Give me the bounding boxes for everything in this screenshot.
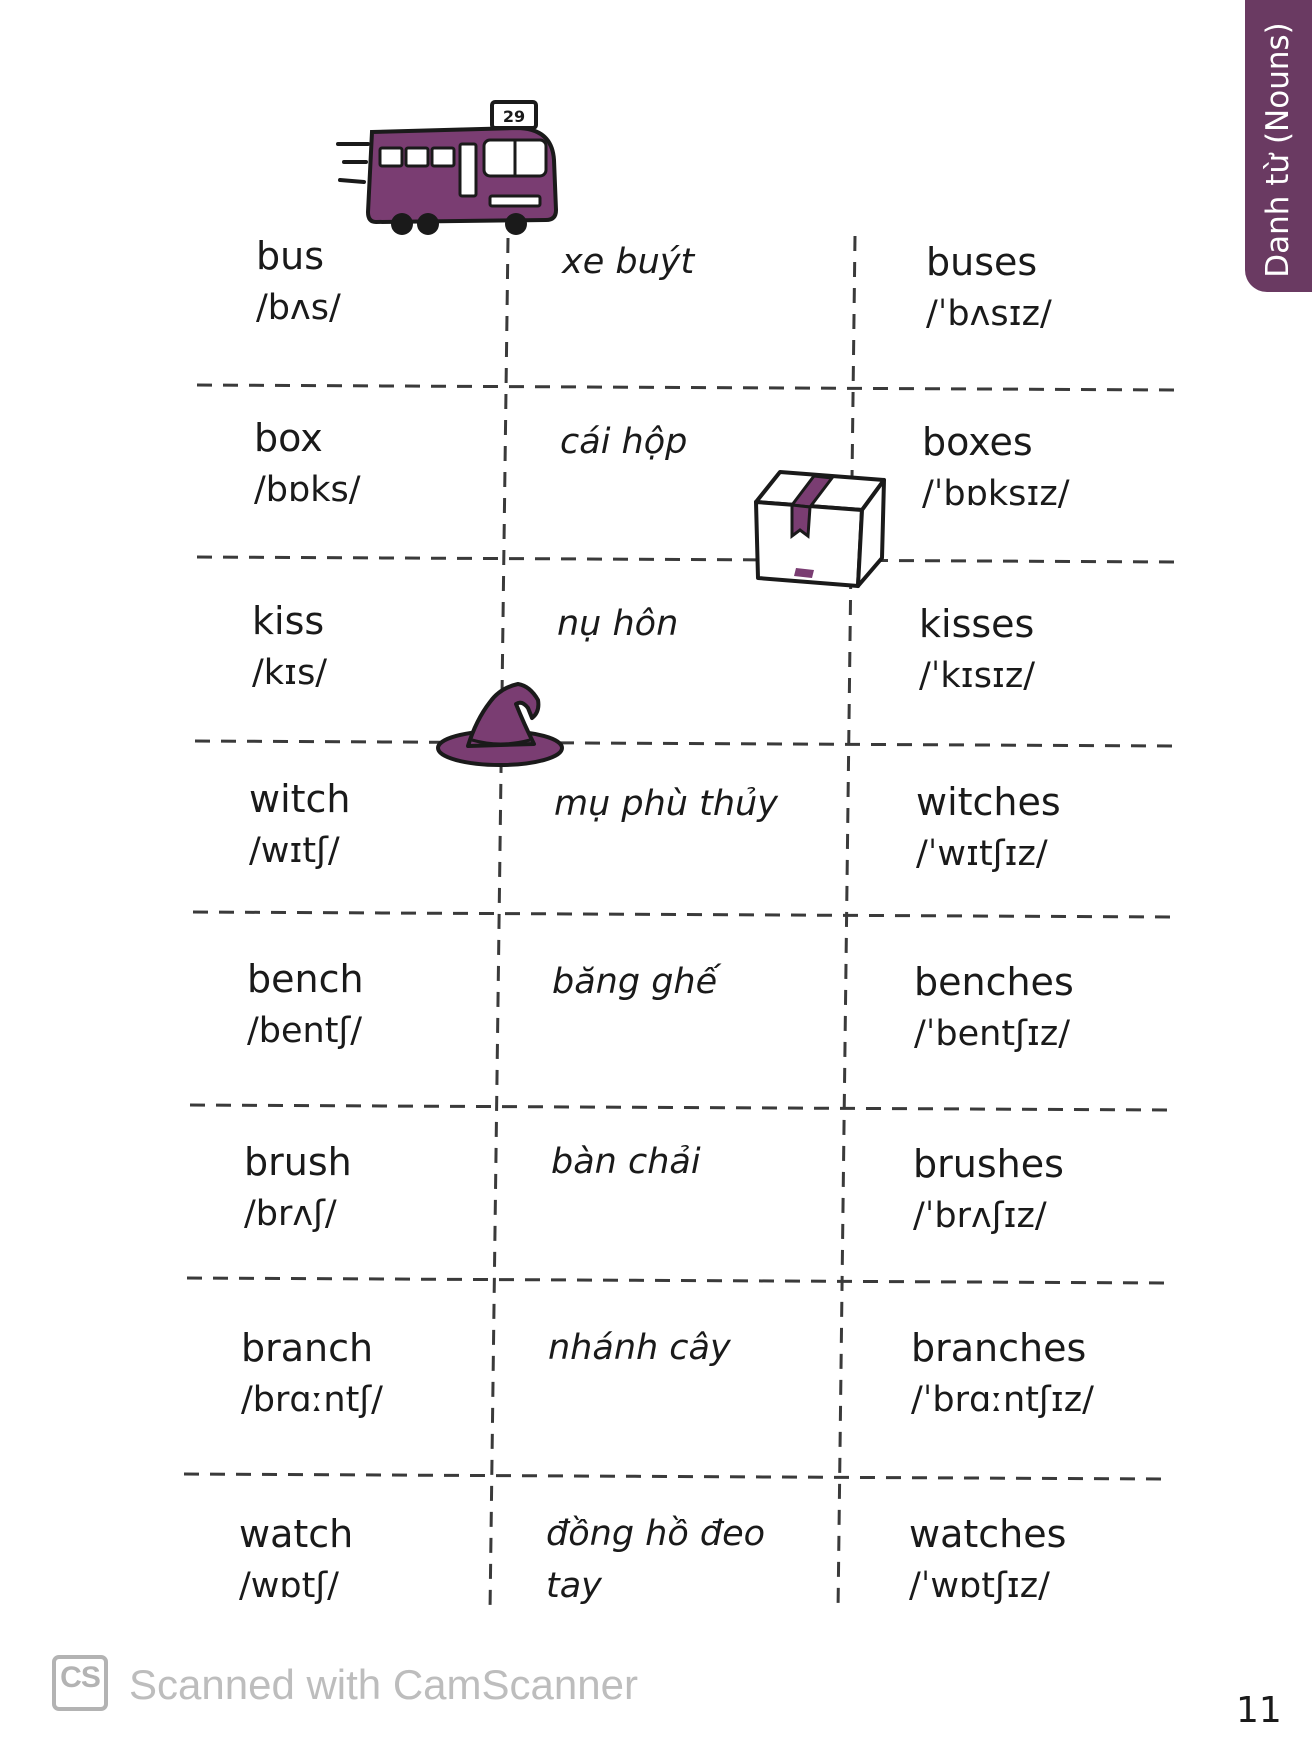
word-singular: bench xyxy=(247,957,364,1001)
table-row xyxy=(244,1136,352,1240)
box-illustration xyxy=(752,466,892,590)
camscanner-logo-text: CS xyxy=(60,1661,100,1694)
word-meaning: cái hộp xyxy=(560,422,688,462)
table-row xyxy=(252,595,327,699)
plural-cell xyxy=(914,956,1074,1060)
plural-cell xyxy=(922,416,1070,520)
word-plural: watches xyxy=(909,1512,1067,1556)
plural-cell xyxy=(916,776,1061,880)
word-meaning: băng ghế xyxy=(552,962,718,1002)
word-plural: witches xyxy=(916,780,1061,824)
plural-cell xyxy=(909,1508,1066,1612)
word-meaning: nụ hôn xyxy=(557,604,679,644)
witch-hat-illustration xyxy=(434,680,568,772)
ipa-singular: /bentʃ/ xyxy=(247,1011,362,1051)
ipa-singular: /wɪtʃ/ xyxy=(249,831,340,871)
bus-illustration xyxy=(336,98,566,238)
ipa-plural: /ˈbentʃɪz/ xyxy=(914,1014,1070,1054)
word-plural: buses xyxy=(926,240,1038,284)
word-singular: branch xyxy=(241,1326,374,1370)
table-row xyxy=(241,1322,383,1426)
plural-cell xyxy=(926,236,1052,340)
ipa-plural: /ˈbrɑːntʃɪz/ xyxy=(911,1380,1094,1420)
word-plural: branches xyxy=(911,1326,1087,1370)
camscanner-text: Scanned with CamScanner xyxy=(129,1661,638,1708)
table-row xyxy=(247,953,364,1057)
table-row xyxy=(239,1508,353,1612)
word-singular: kiss xyxy=(252,599,325,643)
word-plural: benches xyxy=(914,960,1074,1004)
table-row xyxy=(249,773,351,877)
word-plural: boxes xyxy=(922,420,1033,464)
table-row xyxy=(254,412,361,516)
page-number: 11 xyxy=(1236,1690,1282,1731)
word-meaning: bàn chải xyxy=(551,1142,701,1182)
ipa-singular: /bɒks/ xyxy=(254,470,361,510)
camscanner-logo xyxy=(52,1655,108,1711)
word-singular: watch xyxy=(239,1512,354,1556)
word-meaning: đồng hồ đeo tay xyxy=(546,1514,766,1606)
word-meaning: mụ phù thủy xyxy=(554,784,778,824)
word-plural: brushes xyxy=(913,1142,1064,1186)
word-singular: witch xyxy=(249,777,351,821)
bus-number: 29 xyxy=(502,107,526,126)
word-singular: box xyxy=(254,416,323,460)
table-row xyxy=(256,230,341,334)
plural-cell xyxy=(911,1322,1094,1426)
ipa-plural: /ˈbrʌʃɪz/ xyxy=(913,1196,1047,1236)
word-meaning: nhánh cây xyxy=(548,1328,731,1368)
plural-cell xyxy=(919,598,1035,702)
ipa-singular: /brʌʃ/ xyxy=(244,1194,337,1234)
word-plural: kisses xyxy=(919,602,1035,646)
ipa-singular: /kɪs/ xyxy=(252,653,328,693)
ipa-plural: /ˈbʌsɪz/ xyxy=(926,294,1052,334)
ipa-singular: /bʌs/ xyxy=(256,288,341,328)
ipa-plural: /ˈwɪtʃɪz/ xyxy=(916,834,1048,874)
word-meaning: xe buýt xyxy=(562,242,695,282)
word-singular: bus xyxy=(256,234,325,278)
ipa-plural: /ˈkɪsɪz/ xyxy=(919,656,1036,696)
ipa-plural: /ˈwɒtʃɪz/ xyxy=(909,1566,1050,1606)
ipa-plural: /ˈbɒksɪz/ xyxy=(922,474,1070,514)
ipa-singular: /wɒtʃ/ xyxy=(239,1566,339,1606)
ipa-singular: /brɑːntʃ/ xyxy=(241,1380,383,1420)
word-singular: brush xyxy=(244,1140,352,1184)
side-tab-label: Danh từ (Nouns) xyxy=(1260,22,1296,278)
plural-cell xyxy=(913,1138,1064,1242)
